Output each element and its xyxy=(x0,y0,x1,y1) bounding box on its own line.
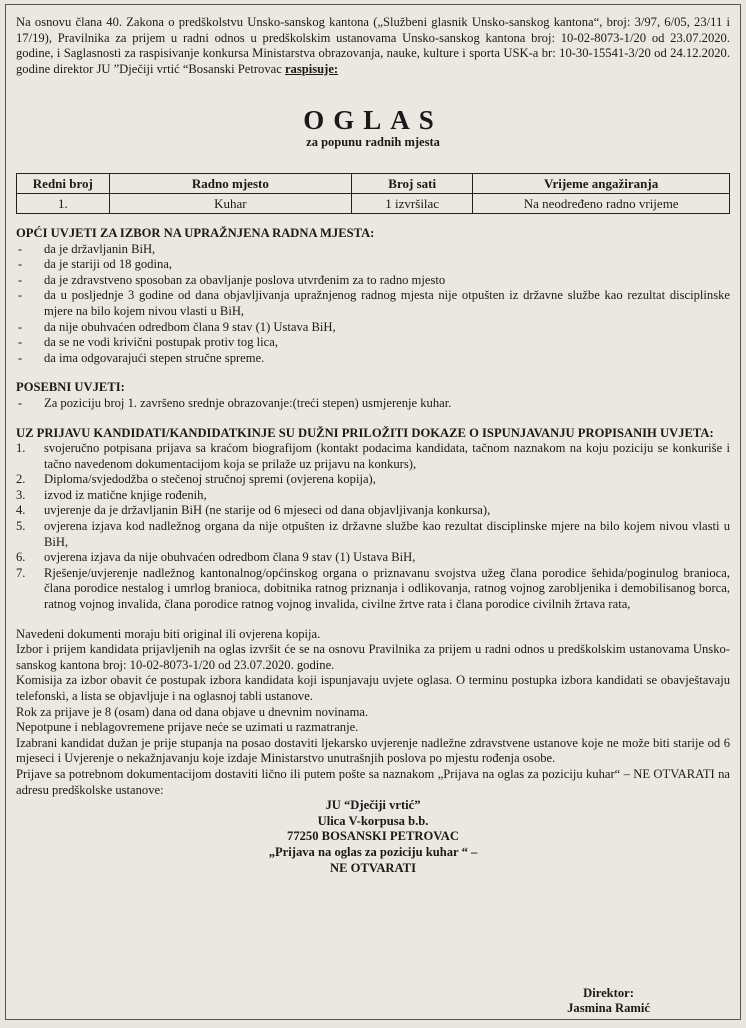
address-line: „Prijava na oglas za poziciju kuhar “ – xyxy=(268,844,478,859)
list-item: - da je stariji od 18 godina, xyxy=(16,257,730,273)
note-paragraph: Nepotpune i neblagovremene prijave neće se uzimati u razmatranje. xyxy=(16,720,359,735)
list-item xyxy=(16,472,730,488)
item-number: 6. xyxy=(16,550,26,565)
item-text: ovjerena izjava da nije obuhvaćen odredbom člana 9 stav (1) Ustava BiH, xyxy=(44,550,416,565)
note-paragraph: Izbor i prijem kandidata prijavljenih na oglas izvršit će se na osnovu Pravilnika za prijem u radni odnos u predškolskim ustanovama Unsko-sanskog kantona broj: 10-02-8073-1/20 od 23.07.2020. godine. xyxy=(16,642,730,672)
cell-engagement: Na neodređeno radno vrijeme xyxy=(473,193,730,213)
list-item xyxy=(16,441,730,472)
item-number: 2. xyxy=(16,472,26,487)
list-item xyxy=(16,566,730,613)
list-item: - da je zdravstveno sposoban za obavljanje poslova utvrđenim za to radno mjesto xyxy=(16,273,730,289)
list-item: - da u posljednje 3 godine od dana objavljivanja upražnjenog radnog mjesta nije otpušten iz državne službe kao rezultat disciplinske mjere na bilo kojem nivou vlasti u BiH, xyxy=(16,288,730,319)
col-header-position: Radno mjesto xyxy=(109,173,351,193)
table-header-row xyxy=(17,173,730,193)
item-number: 4. xyxy=(16,503,26,518)
address-line: Ulica V-korpusa b.b. xyxy=(317,813,429,828)
col-header-hours: Broj sati xyxy=(352,173,473,193)
list-item: - da ima odgovarajući stepen stručne spreme. xyxy=(16,351,730,367)
item-text: uvjerenje da je državljanin BiH (ne starije od 6 mjeseci od dana objavljivanja konkursa), xyxy=(44,503,491,518)
intro-emphasis: raspisuje: xyxy=(284,61,339,76)
cell-number: 1. xyxy=(17,193,110,213)
address-block xyxy=(16,798,730,876)
note-paragraph: Komisija za izbor obavit će postupak izbora kandidata koji ispunjavaju uvjete oglasa. O terminu postupka izbora kandidati se obavještavaju telefonski, a lista se objavljuje i na oglasnoj tabli ustanove. xyxy=(16,673,730,703)
note-paragraph: Izabrani kandidat dužan je prije stupanja na posao dostaviti ljekarsko uvjerenje nadležne zdravstvene ustanove koje ne može biti starije od 6 mjeseci i Uvjerenje o nekažnjavanju koje izdaje Ministarstvo unutrašnjih poslova po mjestu rođenja osobe. xyxy=(16,735,730,766)
list-item: - Za poziciju broj 1. završeno srednje obrazovanje:(treći stepen) usmjerenje kuhar. xyxy=(16,396,730,412)
intro-paragraph xyxy=(16,15,730,77)
item-number: 1. xyxy=(16,441,26,456)
ad-title: OGLAS xyxy=(303,105,443,136)
list-item: - da je državljanin BiH, xyxy=(16,242,730,258)
item-text: svojeručno potpisana prijava sa kraćom biografijom (kontakt podacima kandidata, tačnom naznakom na koju poziciju se konkuriše i tačno navedenom dokumentacijom koja se prilaže uz prijavu na konkurs), xyxy=(44,441,730,471)
signature-name: Jasmina Ramić xyxy=(567,1001,650,1016)
special-conditions-list xyxy=(16,396,730,412)
list-item xyxy=(16,519,730,550)
signature-role: Direktor: xyxy=(583,985,634,1000)
list-item: - da se ne vodi krivični postupak protiv tog lica, xyxy=(16,335,730,351)
item-number: 3. xyxy=(16,487,26,502)
list-item xyxy=(16,488,730,504)
address-line: NE OTVARATI xyxy=(330,860,416,875)
job-ad-page xyxy=(5,4,741,1020)
special-conditions-heading: POSEBNI UVJETI: xyxy=(16,380,125,395)
item-number: 5. xyxy=(16,519,26,534)
item-number: 7. xyxy=(16,565,26,580)
address-line: JU “Dječiji vrtić” xyxy=(325,798,421,813)
item-text: ovjerena izjava kod nadležnog organa da nije otpušten iz državne službe kao rezultat disciplinske mjere na bilo kojem nivou vlasti u BiH, xyxy=(44,519,730,549)
note-paragraph: Rok za prijave je 8 (osam) dana od dana objave u dnevnim novinama. xyxy=(16,704,369,719)
list-item: - da nije obuhvaćen odredbom člana 9 stav (1) Ustava BiH, xyxy=(16,320,730,336)
general-conditions-list xyxy=(16,242,730,367)
intro-text: Na osnovu člana 40. Zakona o predškolstvu Unsko-sanskog kantona („Službeni glasnik Unsko-sanskog kantona“, broj: 3/97, 6/05, 23/11 i 17/19), Pravilnika za prijem u radni odnos u predškolskim ustanovama Unsko-sanskog kantona broj: 10-02-8073-1/20 od 23.07.2020. godine, i Saglasnosti za raspisivanje konkursa Ministarstva obrazovanja, nauke, kulture i sporta USK-a br: 10-30-15541-3/20 od 24.12.2020. godine direktor JU ”Dječiji vrtić “Bosanski Petrovac xyxy=(16,15,730,76)
item-text: Rješenje/uvjerenje nadležnog kantonalnog/općinskog organa o priznavanu svojstva užeg člana porodice šehida/poginulog branioca, člana porodice nestalog i umrlog branioca, dobitnika ratnog priznanja i odlikovanja, ratnog vojnog zarobljenika i demobilisanog borca, ratnog vojnog invalida, člana porodice ratnog vojnog invalida, civilne žrtve rata i člana porodice civilnih žrtava rata, xyxy=(44,565,730,612)
documents-heading: UZ PRIJAVU KANDIDATI/KANDIDATKINJE SU DUŽNI PRILOŽITI DOKAZE O ISPUNJAVANJU PROPISANIH UVJETA: xyxy=(16,425,714,440)
note-paragraph: Navedeni dokumenti moraju biti original ili ovjerena kopija. xyxy=(16,626,321,641)
ad-subtitle: za popunu radnih mjesta xyxy=(306,135,440,150)
notes-block xyxy=(16,627,730,799)
address-line: 77250 BOSANSKI PETROVAC xyxy=(287,829,459,844)
list-item xyxy=(16,503,730,519)
note-paragraph: Prijave sa potrebnom dokumentacijom dostaviti lično ili putem pošte sa naznakom „Prijava na oglas za poziciju kuhar“ – NE OTVARATI na adresu predškolske ustanove: xyxy=(16,766,730,797)
cell-hours: 1 izvršilac xyxy=(352,193,473,213)
table-row xyxy=(17,193,730,213)
list-item xyxy=(16,550,730,566)
item-text: izvod iz matične knjige rođenih, xyxy=(44,487,207,502)
signature-block xyxy=(567,986,650,1017)
item-text: Diploma/svjedodžba o stečenoj stručnoj spremi (ovjerena kopija), xyxy=(44,472,376,487)
positions-table xyxy=(16,173,730,214)
documents-list xyxy=(16,441,730,613)
cell-position: Kuhar xyxy=(109,193,351,213)
col-header-engagement: Vrijeme angažiranja xyxy=(473,173,730,193)
col-header-number: Redni broj xyxy=(17,173,110,193)
general-conditions-heading: OPĆI UVJETI ZA IZBOR NA UPRAŽNJENA RADNA MJESTA: xyxy=(16,225,375,240)
